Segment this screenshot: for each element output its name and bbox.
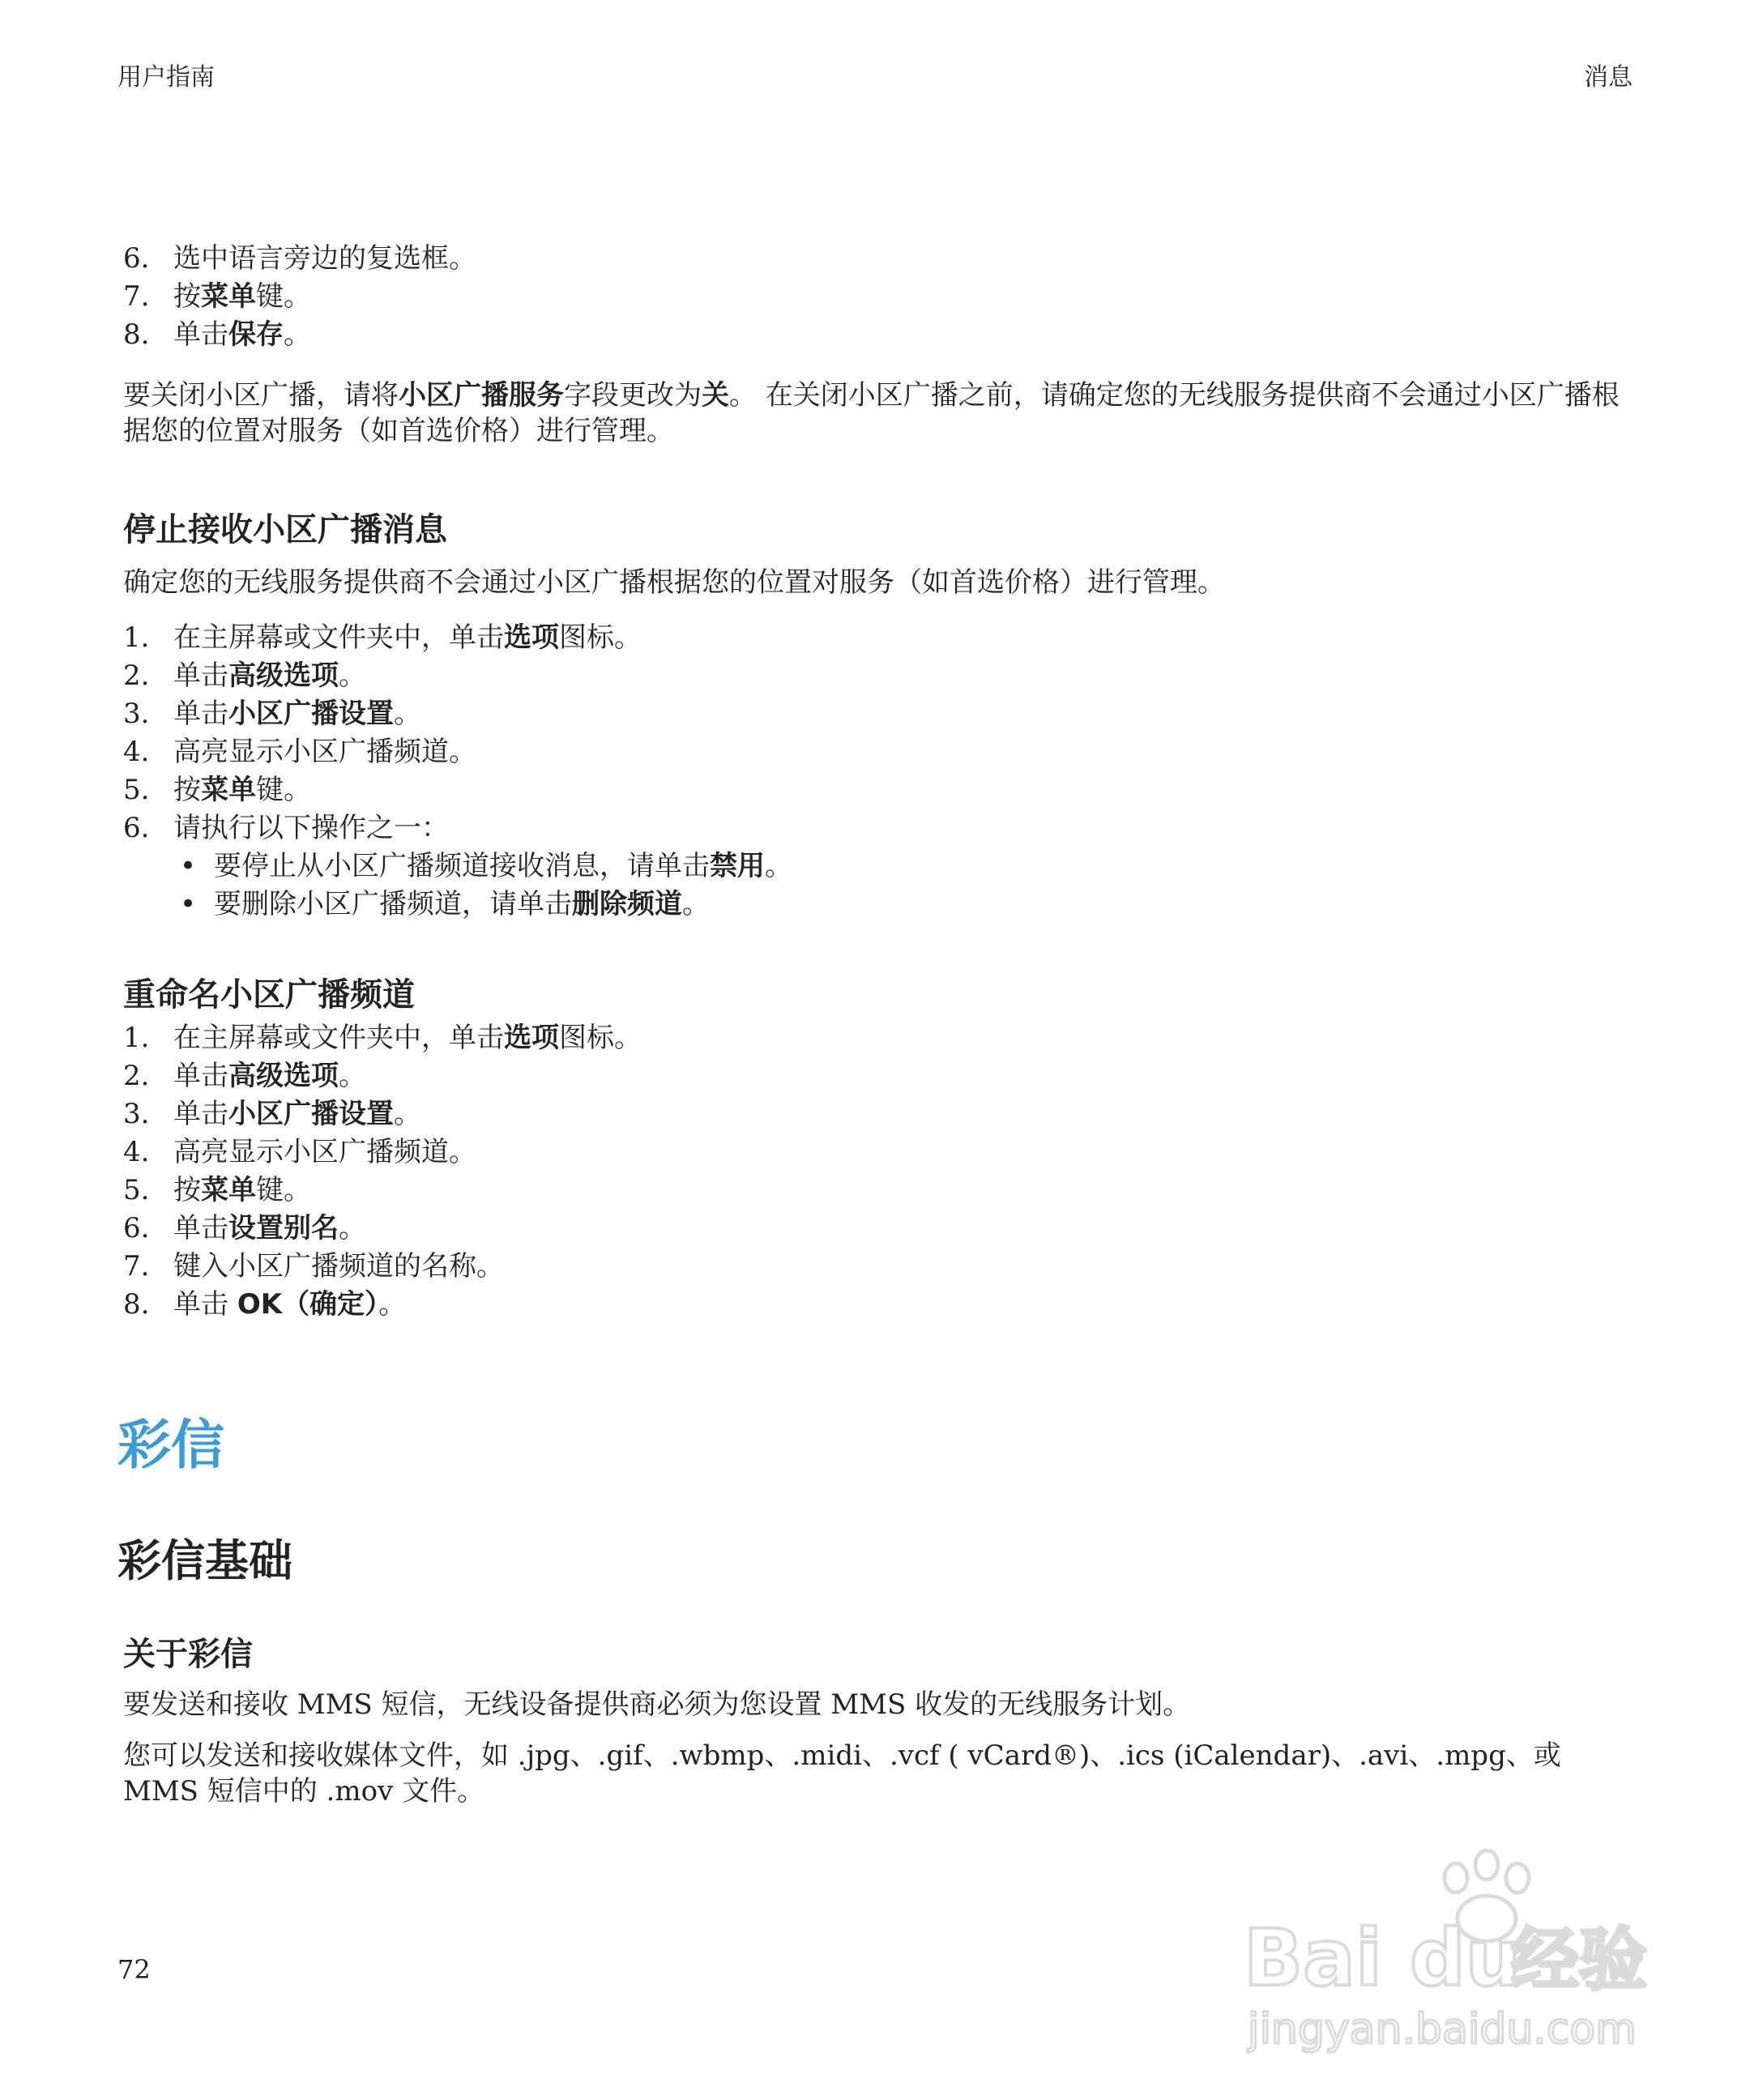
text-segment: 。: [765, 850, 792, 882]
baidu-jingyan-watermark: [1244, 1839, 1665, 2058]
bold-term: 高级选项: [228, 1060, 339, 1092]
step-number: 8.: [123, 1288, 150, 1321]
step-number: 2.: [123, 659, 150, 692]
text-segment: 请执行以下操作之一：: [173, 812, 449, 844]
list-item: [123, 1248, 1638, 1286]
text-segment: 。: [339, 1060, 366, 1092]
section-basics-title: 彩信基础: [117, 1535, 292, 1586]
step-number: 1.: [123, 621, 150, 654]
text-segment: 按: [173, 774, 201, 806]
list-item: [123, 657, 1638, 695]
list-a-container: [123, 240, 1638, 354]
section-rename-steps: [123, 1019, 1638, 1324]
bold-term: 小区广播服务: [399, 379, 564, 412]
list-item: [123, 1057, 1638, 1095]
section-rename-title: 重命名小区广播频道: [123, 976, 415, 1014]
text-segment: 字段更改为: [564, 379, 702, 412]
step-number: 5.: [123, 774, 150, 806]
section-rename-steps-container: [123, 1019, 1638, 1324]
section-stop-bullets: [123, 847, 1638, 924]
text-segment: 要停止从小区广播频道接收消息，请单击: [214, 850, 710, 882]
bold-term: 选项: [504, 1022, 559, 1054]
section-about-p2: 您可以发送和接收媒体文件，如 .jpg、.gif、.wbmp、.midi、.vcf ( vCard®)、.ics (iCalendar)、.avi、.mpg、或 MMS 短信中的 .mov 文件。: [123, 1739, 1561, 1808]
text-segment: 在主屏幕或文件夹中，单击: [173, 621, 504, 654]
step-number: 7.: [123, 280, 150, 313]
text-segment: 单击: [173, 1288, 237, 1321]
text-segment: 键。: [256, 774, 311, 806]
section-about-p2-container: [123, 1738, 1638, 1809]
list-item: [123, 278, 1638, 316]
watermark-url: jingyan.baidu.com: [1248, 2005, 1637, 2054]
bold-term: 设置别名: [228, 1212, 339, 1244]
text-segment: 在主屏幕或文件夹中，单击: [173, 1022, 504, 1054]
text-segment: 单击: [173, 698, 228, 730]
bold-term: 保存: [228, 318, 284, 351]
text-segment: 单击: [173, 1060, 228, 1092]
text-segment: 。: [378, 1288, 407, 1321]
list-item: [123, 809, 1638, 847]
text-segment: 按: [173, 280, 201, 313]
text-segment: 要删除小区广播频道，请单击: [214, 888, 572, 920]
section-stop-intro: 确定您的无线服务提供商不会通过小区广播根据您的位置对服务（如首选价格）进行管理。: [123, 566, 1225, 599]
bold-term: 菜单: [201, 774, 256, 806]
list-item: [123, 695, 1638, 733]
text-segment: 单击: [173, 659, 228, 692]
text-segment: 键。: [256, 1174, 311, 1206]
list-item: [123, 619, 1638, 657]
bold-term: 菜单: [201, 280, 256, 313]
step-number: 8.: [123, 318, 150, 351]
chapter-title: 彩信: [117, 1414, 224, 1476]
list-item: [123, 733, 1638, 771]
text-segment: 单击: [173, 318, 228, 351]
section-stop-intro-container: [123, 565, 1638, 600]
bullet-marker: •: [180, 850, 197, 882]
text-segment: 。: [394, 698, 421, 730]
text-segment: 。 在关闭小区广播之前，请确定您的无线服务提供商不会通过小区广播根据您的位置对服务（如首选价格）进行管理。: [123, 379, 1620, 447]
step-number: 7.: [123, 1250, 150, 1283]
list-item: [123, 1286, 1638, 1324]
text-segment: 按: [173, 1174, 201, 1206]
section-rename: [123, 969, 1638, 1015]
bold-term: 关: [702, 379, 729, 412]
text-segment: 图标。: [559, 1022, 642, 1054]
list-item: [123, 1133, 1638, 1172]
watermark-text-jingyan: 经验: [1511, 1920, 1648, 2000]
step-number: 2.: [123, 1060, 150, 1092]
section-stop-steps-container: [123, 619, 1638, 924]
list-item: [123, 1019, 1638, 1057]
list-item: [123, 1210, 1638, 1248]
bold-term: 选项: [504, 621, 559, 654]
close-broadcast-paragraph: [123, 378, 1638, 449]
text-segment: 单击: [173, 1212, 228, 1244]
text-segment: 。: [339, 1212, 366, 1244]
text-segment: 图标。: [559, 621, 642, 654]
text-segment: 键入小区广播频道的名称。: [173, 1250, 504, 1283]
list-item: [123, 1095, 1638, 1133]
list-item: [123, 316, 1638, 354]
step-number: 3.: [123, 1098, 150, 1130]
bullet-item: [123, 847, 1638, 886]
section-stop-steps: [123, 619, 1638, 847]
step-number: 4.: [123, 1136, 150, 1168]
running-header-section: 消息: [1584, 63, 1633, 92]
bold-term: 菜单: [201, 1174, 256, 1206]
running-header-title: 用户指南: [117, 63, 215, 92]
text-segment: 。: [394, 1098, 421, 1130]
bullet-marker: •: [180, 888, 197, 920]
bold-term: 禁用: [710, 850, 765, 882]
bold-term: 删除频道: [572, 888, 682, 920]
text-segment: 高亮显示小区广播频道。: [173, 736, 476, 768]
step-number: 6.: [123, 242, 150, 275]
watermark-text-du: du: [1410, 1913, 1522, 2004]
section-stop: [123, 504, 1638, 550]
section-about-p1: 要发送和接收 MMS 短信，无线设备提供商必须为您设置 MMS 收发的无线服务计划。: [123, 1688, 1191, 1721]
section-about-p1-container: [123, 1687, 1638, 1722]
bold-term: OK（确定）: [237, 1288, 379, 1321]
text-segment: 。: [339, 659, 366, 692]
close-paragraph-container: [123, 378, 1638, 449]
page-number: 72: [117, 1954, 151, 1985]
text-segment: 键。: [256, 280, 311, 313]
list-item: [123, 240, 1638, 278]
step-number: 5.: [123, 1174, 150, 1206]
step-number: 6.: [123, 812, 150, 844]
list-item: [123, 771, 1638, 809]
bullet-item: [123, 886, 1638, 924]
step-number: 3.: [123, 698, 150, 730]
bold-term: 小区广播设置: [228, 698, 394, 730]
step-number: 1.: [123, 1022, 150, 1054]
watermark-text-bai: Bai: [1244, 1913, 1382, 2004]
section-stop-title: 停止接收小区广播消息: [123, 511, 447, 548]
section-about-title: 关于彩信: [123, 1636, 253, 1673]
bold-term: 高级选项: [228, 659, 339, 692]
text-segment: 。: [682, 888, 710, 920]
steps-list-settings: [123, 240, 1638, 354]
section-about: [123, 1628, 1638, 1675]
text-segment: 选中语言旁边的复选框。: [173, 242, 476, 275]
text-segment: 。: [284, 318, 311, 351]
text-segment: 单击: [173, 1098, 228, 1130]
bold-term: 小区广播设置: [228, 1098, 394, 1130]
text-segment: 要关闭小区广播，请将: [123, 379, 399, 412]
text-segment: 高亮显示小区广播频道。: [173, 1136, 476, 1168]
step-number: 6.: [123, 1212, 150, 1244]
step-number: 4.: [123, 736, 150, 768]
list-item: [123, 1172, 1638, 1210]
